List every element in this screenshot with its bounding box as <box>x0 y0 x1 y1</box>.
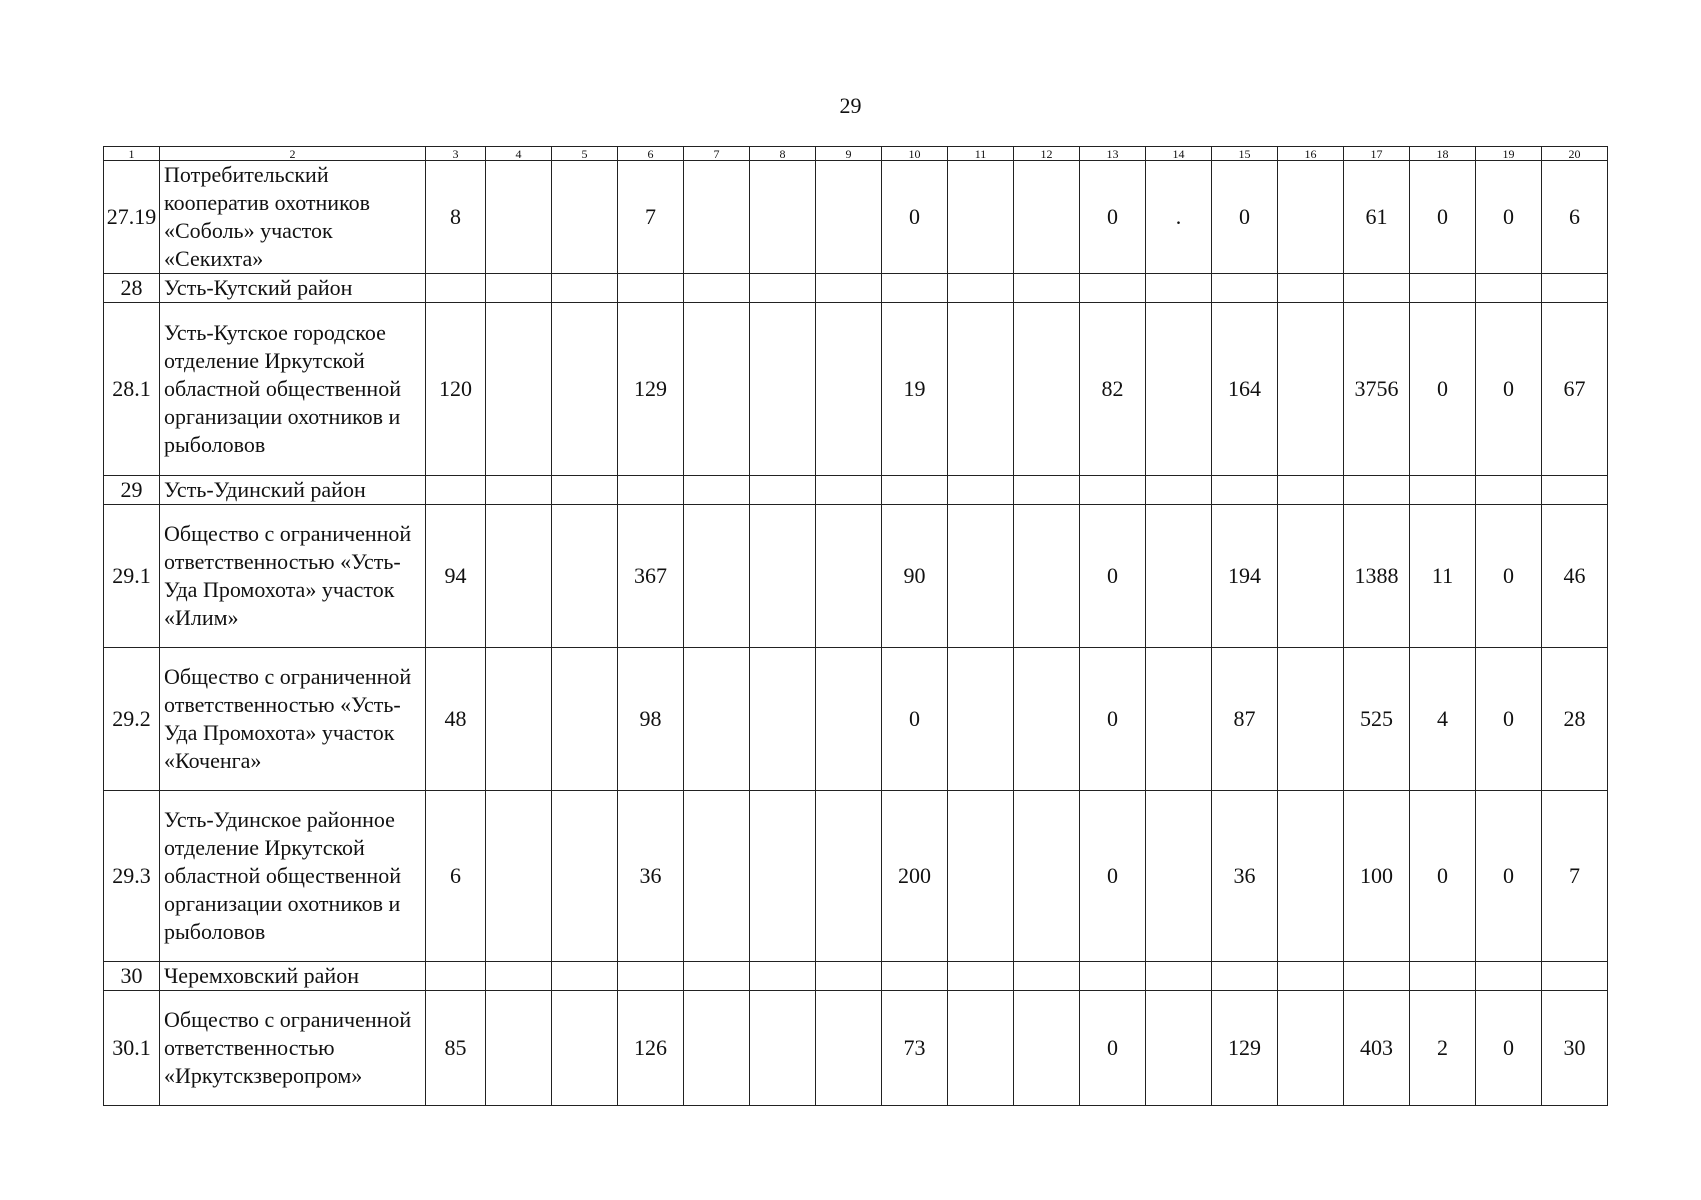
value-cell: 19 <box>882 303 948 476</box>
value-cell <box>816 648 882 791</box>
row-number-cell: 29.3 <box>104 791 160 962</box>
row-number-cell: 30.1 <box>104 991 160 1106</box>
value-cell <box>1014 161 1080 274</box>
row-number-cell: 29.1 <box>104 505 160 648</box>
value-cell <box>1014 648 1080 791</box>
value-cell: 0 <box>1476 505 1542 648</box>
column-number-cell: 19 <box>1476 147 1542 161</box>
value-cell: 2 <box>1410 991 1476 1106</box>
value-cell <box>552 505 618 648</box>
value-cell <box>1278 791 1344 962</box>
value-cell: 0 <box>1410 161 1476 274</box>
value-cell: 0 <box>1080 648 1146 791</box>
table-row <box>104 505 1608 648</box>
value-cell <box>1212 274 1278 303</box>
column-number-cell: 6 <box>618 147 684 161</box>
value-cell <box>1476 476 1542 505</box>
value-cell: 367 <box>618 505 684 648</box>
value-cell <box>1080 274 1146 303</box>
value-cell: 28 <box>1542 648 1608 791</box>
value-cell: 82 <box>1080 303 1146 476</box>
value-cell <box>684 791 750 962</box>
value-cell <box>1146 476 1212 505</box>
row-name-cell: Потребительский кооператив охотников «Соболь» участок «Секихта» <box>160 161 426 274</box>
column-number-cell: 10 <box>882 147 948 161</box>
value-cell: 11 <box>1410 505 1476 648</box>
value-cell <box>816 791 882 962</box>
value-cell: 90 <box>882 505 948 648</box>
column-number-cell: 18 <box>1410 147 1476 161</box>
value-cell <box>426 476 486 505</box>
value-cell <box>1278 303 1344 476</box>
value-cell <box>1146 991 1212 1106</box>
column-number-cell: 14 <box>1146 147 1212 161</box>
value-cell <box>816 991 882 1106</box>
value-cell <box>948 962 1014 991</box>
value-cell <box>552 962 618 991</box>
value-cell <box>1014 505 1080 648</box>
value-cell <box>1476 274 1542 303</box>
column-number-cell: 7 <box>684 147 750 161</box>
table-row <box>104 303 1608 476</box>
value-cell: 100 <box>1344 791 1410 962</box>
table-row <box>104 991 1608 1106</box>
value-cell <box>684 161 750 274</box>
column-number-cell: 16 <box>1278 147 1344 161</box>
value-cell <box>486 505 552 648</box>
region-row <box>104 962 1608 991</box>
column-number-cell: 4 <box>486 147 552 161</box>
value-cell: 94 <box>426 505 486 648</box>
row-name-cell: Общество с ограниченной ответственностью «Иркутскзверопром» <box>160 991 426 1106</box>
row-name-cell: Черемховский район <box>160 962 426 991</box>
column-number-cell: 13 <box>1080 147 1146 161</box>
value-cell: 36 <box>618 791 684 962</box>
row-name-cell: Усть-Удинское районное отделение Иркутской областной общественной организации охотников и рыболовов <box>160 791 426 962</box>
value-cell: 7 <box>1542 791 1608 962</box>
value-cell <box>1278 161 1344 274</box>
column-number-cell: 20 <box>1542 147 1608 161</box>
value-cell <box>1146 791 1212 962</box>
value-cell <box>948 303 1014 476</box>
value-cell <box>1146 962 1212 991</box>
value-cell: 4 <box>1410 648 1476 791</box>
value-cell <box>948 476 1014 505</box>
page-number: 29 <box>839 93 862 118</box>
value-cell <box>552 991 618 1106</box>
value-cell <box>1212 962 1278 991</box>
value-cell: 7 <box>618 161 684 274</box>
value-cell <box>750 303 816 476</box>
value-cell: 6 <box>426 791 486 962</box>
value-cell <box>1014 476 1080 505</box>
value-cell: 0 <box>882 161 948 274</box>
value-cell: 8 <box>426 161 486 274</box>
value-cell <box>684 648 750 791</box>
value-cell <box>948 991 1014 1106</box>
row-name-cell: Усть-Кутский район <box>160 274 426 303</box>
value-cell <box>750 991 816 1106</box>
column-number-cell: 15 <box>1212 147 1278 161</box>
value-cell: 0 <box>1410 791 1476 962</box>
value-cell <box>618 476 684 505</box>
value-cell: 120 <box>426 303 486 476</box>
value-cell <box>948 274 1014 303</box>
value-cell: 525 <box>1344 648 1410 791</box>
value-cell: 0 <box>1080 991 1146 1106</box>
value-cell <box>816 505 882 648</box>
value-cell: 0 <box>1476 303 1542 476</box>
value-cell <box>1278 991 1344 1106</box>
value-cell <box>1014 991 1080 1106</box>
value-cell: 73 <box>882 991 948 1106</box>
value-cell <box>948 791 1014 962</box>
value-cell <box>1476 962 1542 991</box>
row-number-cell: 28 <box>104 274 160 303</box>
value-cell <box>684 962 750 991</box>
value-cell: 403 <box>1344 991 1410 1106</box>
value-cell <box>552 161 618 274</box>
value-cell: 126 <box>618 991 684 1106</box>
value-cell <box>1212 476 1278 505</box>
value-cell <box>1014 303 1080 476</box>
row-number-cell: 28.1 <box>104 303 160 476</box>
value-cell <box>750 476 816 505</box>
value-cell <box>1278 648 1344 791</box>
region-row <box>104 274 1608 303</box>
value-cell <box>1146 303 1212 476</box>
value-cell <box>948 648 1014 791</box>
value-cell <box>1146 648 1212 791</box>
value-cell <box>618 962 684 991</box>
value-cell <box>684 991 750 1106</box>
value-cell <box>552 791 618 962</box>
value-cell <box>618 274 684 303</box>
column-number-row <box>104 147 1608 161</box>
column-number-cell: 8 <box>750 147 816 161</box>
value-cell <box>948 505 1014 648</box>
value-cell <box>1410 962 1476 991</box>
value-cell <box>486 303 552 476</box>
value-cell <box>1542 274 1608 303</box>
value-cell <box>552 303 618 476</box>
value-cell: . <box>1146 161 1212 274</box>
value-cell <box>816 274 882 303</box>
value-cell: 0 <box>1476 161 1542 274</box>
value-cell <box>1014 274 1080 303</box>
value-cell <box>1146 274 1212 303</box>
value-cell: 6 <box>1542 161 1608 274</box>
value-cell <box>486 274 552 303</box>
value-cell: 67 <box>1542 303 1608 476</box>
value-cell: 36 <box>1212 791 1278 962</box>
value-cell: 0 <box>1080 505 1146 648</box>
value-cell <box>486 962 552 991</box>
value-cell: 194 <box>1212 505 1278 648</box>
value-cell <box>486 161 552 274</box>
value-cell <box>750 962 816 991</box>
value-cell: 164 <box>1212 303 1278 476</box>
value-cell: 0 <box>882 648 948 791</box>
value-cell <box>882 962 948 991</box>
value-cell <box>486 476 552 505</box>
row-number-cell: 29.2 <box>104 648 160 791</box>
value-cell <box>1278 505 1344 648</box>
value-cell: 46 <box>1542 505 1608 648</box>
value-cell <box>1344 274 1410 303</box>
value-cell <box>1278 476 1344 505</box>
value-cell <box>684 303 750 476</box>
value-cell <box>552 274 618 303</box>
column-number-cell: 9 <box>816 147 882 161</box>
value-cell <box>750 161 816 274</box>
row-number-cell: 30 <box>104 962 160 991</box>
value-cell <box>486 791 552 962</box>
value-cell <box>486 991 552 1106</box>
value-cell <box>684 476 750 505</box>
value-cell <box>750 791 816 962</box>
value-cell: 61 <box>1344 161 1410 274</box>
data-table <box>103 146 1608 1106</box>
column-number-cell: 17 <box>1344 147 1410 161</box>
value-cell <box>1080 962 1146 991</box>
value-cell <box>948 161 1014 274</box>
row-name-cell: Общество с ограниченной ответственностью «Усть-Уда Промохота» участок «Илим» <box>160 505 426 648</box>
value-cell: 30 <box>1542 991 1608 1106</box>
value-cell: 0 <box>1080 791 1146 962</box>
value-cell <box>1542 476 1608 505</box>
value-cell: 1388 <box>1344 505 1410 648</box>
value-cell: 0 <box>1476 791 1542 962</box>
value-cell <box>816 161 882 274</box>
value-cell <box>1410 274 1476 303</box>
value-cell <box>1146 505 1212 648</box>
value-cell <box>426 274 486 303</box>
value-cell <box>1278 274 1344 303</box>
value-cell: 0 <box>1212 161 1278 274</box>
value-cell <box>1014 962 1080 991</box>
value-cell <box>816 476 882 505</box>
value-cell <box>1014 791 1080 962</box>
table-row <box>104 791 1608 962</box>
value-cell <box>750 505 816 648</box>
value-cell <box>426 962 486 991</box>
column-number-cell: 1 <box>104 147 160 161</box>
value-cell <box>684 505 750 648</box>
value-cell <box>1080 476 1146 505</box>
row-number-cell: 29 <box>104 476 160 505</box>
value-cell: 200 <box>882 791 948 962</box>
value-cell: 129 <box>1212 991 1278 1106</box>
value-cell: 0 <box>1410 303 1476 476</box>
value-cell <box>1410 476 1476 505</box>
value-cell: 0 <box>1476 648 1542 791</box>
value-cell <box>750 274 816 303</box>
value-cell <box>816 303 882 476</box>
column-number-cell: 11 <box>948 147 1014 161</box>
value-cell <box>1542 962 1608 991</box>
value-cell: 48 <box>426 648 486 791</box>
value-cell: 0 <box>1476 991 1542 1106</box>
value-cell <box>882 274 948 303</box>
value-cell <box>816 962 882 991</box>
value-cell <box>684 274 750 303</box>
value-cell <box>1278 962 1344 991</box>
row-number-cell: 27.19 <box>104 161 160 274</box>
column-number-cell: 12 <box>1014 147 1080 161</box>
value-cell <box>882 476 948 505</box>
row-name-cell: Общество с ограниченной ответственностью «Усть-Уда Промохота» участок «Коченга» <box>160 648 426 791</box>
row-name-cell: Усть-Удинский район <box>160 476 426 505</box>
table-row <box>104 648 1608 791</box>
region-row <box>104 476 1608 505</box>
value-cell: 98 <box>618 648 684 791</box>
column-number-cell: 3 <box>426 147 486 161</box>
value-cell: 3756 <box>1344 303 1410 476</box>
column-number-cell: 2 <box>160 147 426 161</box>
value-cell: 129 <box>618 303 684 476</box>
column-number-cell: 5 <box>552 147 618 161</box>
value-cell <box>486 648 552 791</box>
table-row <box>104 161 1608 274</box>
value-cell: 85 <box>426 991 486 1106</box>
value-cell: 0 <box>1080 161 1146 274</box>
value-cell: 87 <box>1212 648 1278 791</box>
value-cell <box>552 476 618 505</box>
value-cell <box>552 648 618 791</box>
value-cell <box>750 648 816 791</box>
row-name-cell: Усть-Кутское городское отделение Иркутской областной общественной организации охотников и рыболовов <box>160 303 426 476</box>
value-cell <box>1344 476 1410 505</box>
value-cell <box>1344 962 1410 991</box>
